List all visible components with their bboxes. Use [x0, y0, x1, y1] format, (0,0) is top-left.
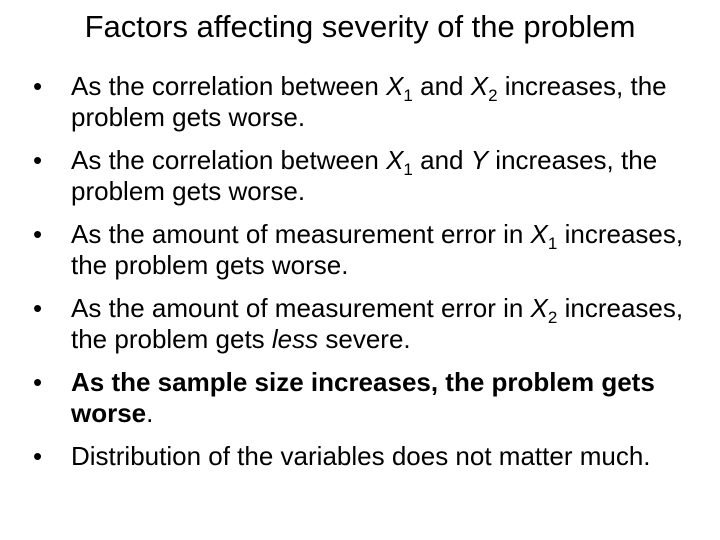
- bullet-dot-icon: •: [33, 441, 43, 471]
- emphasis-text: less: [271, 324, 319, 354]
- subscript: 1: [403, 160, 413, 179]
- bullet-list: [33, 71, 703, 484]
- text-segment: increases, the problem gets worse.: [71, 219, 684, 280]
- bullet-item-4: [33, 293, 703, 355]
- subscript: 2: [547, 308, 558, 327]
- text-segment: As the amount of measurement error in: [71, 293, 531, 323]
- text-segment: As the amount of measurement error in: [71, 219, 531, 249]
- bullet-item-1: [33, 71, 703, 133]
- text-segment: As the correlation between: [71, 71, 387, 101]
- variable-y: Y: [470, 145, 489, 175]
- text-segment: increases, the problem gets worse.: [71, 145, 658, 206]
- bullet-text: [71, 367, 703, 429]
- text-segment: and: [412, 71, 471, 101]
- variable-x: X: [470, 71, 489, 101]
- bullet-item-5: [33, 367, 703, 429]
- subscript: 1: [403, 86, 413, 105]
- bullet-dot-icon: •: [33, 145, 43, 175]
- bullet-text: [71, 145, 703, 207]
- text-segment: .: [146, 398, 154, 428]
- bullet-text: [71, 71, 703, 133]
- bullet-text: [71, 441, 703, 472]
- text-segment: increases, the problem gets worse.: [71, 71, 667, 132]
- bullet-dot-icon: •: [33, 293, 43, 323]
- bullet-item-2: [33, 145, 703, 207]
- text-segment: and: [412, 145, 471, 175]
- bullet-text: [71, 293, 703, 355]
- bullet-dot-icon: •: [33, 367, 43, 397]
- subscript: 1: [547, 234, 558, 253]
- subscript: 2: [488, 86, 498, 105]
- bold-text: As the sample size increases, the problem gets worse: [71, 367, 655, 428]
- text-segment: severe.: [318, 324, 411, 354]
- variable-x: X: [530, 219, 548, 249]
- bullet-dot-icon: •: [33, 219, 43, 249]
- text-segment: Distribution of the variables does not matter much.: [71, 441, 651, 471]
- text-segment: As the correlation between: [71, 145, 387, 175]
- slide-title: Factors affecting severity of the problem: [84, 9, 636, 44]
- variable-x: X: [530, 293, 548, 323]
- bullet-item-3: [33, 219, 703, 281]
- bullet-text: [71, 219, 703, 281]
- variable-x: X: [386, 145, 404, 175]
- bullet-dot-icon: •: [33, 71, 43, 101]
- bullet-item-6: [33, 441, 703, 472]
- text-segment: increases, the problem gets: [71, 293, 684, 354]
- variable-x: X: [386, 71, 404, 101]
